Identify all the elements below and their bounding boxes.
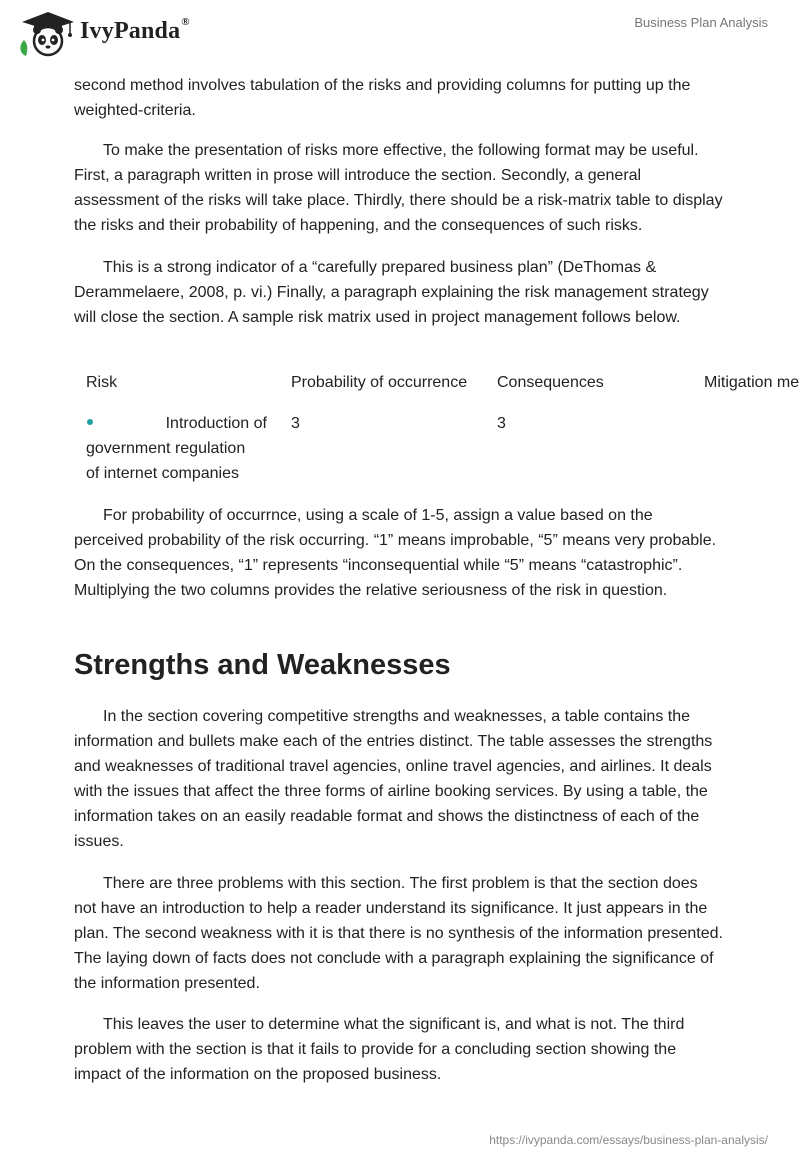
table-header-risk: Risk (86, 374, 118, 391)
table-cell-consequences: 3 (497, 415, 506, 432)
table-header-mitigation: Mitigation me (704, 374, 800, 391)
table-cell-probability: 3 (291, 415, 300, 432)
section-heading: Strengths and Weaknesses (74, 649, 451, 681)
bullet-icon (87, 419, 93, 425)
table-header-consequences: Consequences (497, 374, 604, 391)
brand-text: IvyPanda (80, 18, 181, 44)
document-title: Business Plan Analysis (634, 15, 768, 30)
paragraph-6: There are three problems with this section. The first problem is that the section does not have an introduction to help a reader understand its significance. It just appears in the plan. The second weakness with it is that there is no synthesis of the information presented. The laying down of facts does not conclude with a paragraph explaining the significance of the information presented. (74, 875, 723, 992)
registered-mark: ® (181, 16, 190, 28)
paragraph-7: This leaves the user to determine what the significant is, and what is not. The third problem with the section is that it fails to provide for a concluding section showing the impact of the information on the proposed business. (74, 1016, 685, 1083)
risk-text-line-2: government regulation (86, 440, 246, 457)
table-cell-risk (86, 411, 271, 486)
page-header (0, 0, 800, 70)
brand-name[interactable] (80, 18, 190, 45)
risk-text-line-1: Introduction of (165, 415, 267, 432)
source-url[interactable]: https://ivypanda.com/essays/business-plan-analysis/ (489, 1133, 768, 1147)
table-header-probability: Probability of occurrence (291, 374, 468, 391)
risk-text-line-3: of internet companies (86, 465, 239, 482)
paragraph-4: For probability of occurrnce, using a scale of 1-5, assign a value based on the perceived probability of the risk occurring. “1” means improbable, “5” means very probable. On the consequences, “1” represents “inconsequential while “5” means “catastrophic”. Multiplying the two columns provides the relative seriousness of the risk in question. (74, 507, 717, 599)
paragraph-3: This is a strong indicator of a “carefully prepared business plan” (DeThomas & Derammelaere, 2008, p. vi.) Finally, a paragraph explaining the risk management strategy will close the section. A sample risk matrix used in project management follows below. (74, 259, 709, 326)
ivypanda-logo-icon[interactable] (14, 8, 84, 58)
paragraph-2: To make the presentation of risks more effective, the following format may be useful. First, a paragraph written in prose will introduce the section. Secondly, a general assessment of the risks will take place. Thirdly, there should be a risk-matrix table to display the risks and their probability of happening, and the consequences of such risks. (74, 142, 723, 234)
paragraph-1: second method involves tabulation of the risks and providing columns for putting up the weighted-criteria. (74, 77, 691, 119)
risk-first-line (86, 411, 271, 436)
paragraph-5: In the section covering competitive strengths and weaknesses, a table contains the information and bullets make each of the entries distinct. The table assesses the strengths and weaknesses of traditional travel agencies, online travel agencies, and airlines. It deals with the issues that affect the three forms of airline booking services. By using a table, the information takes on an easily readable format and shows the distinctness of each of the issues. (74, 708, 713, 850)
